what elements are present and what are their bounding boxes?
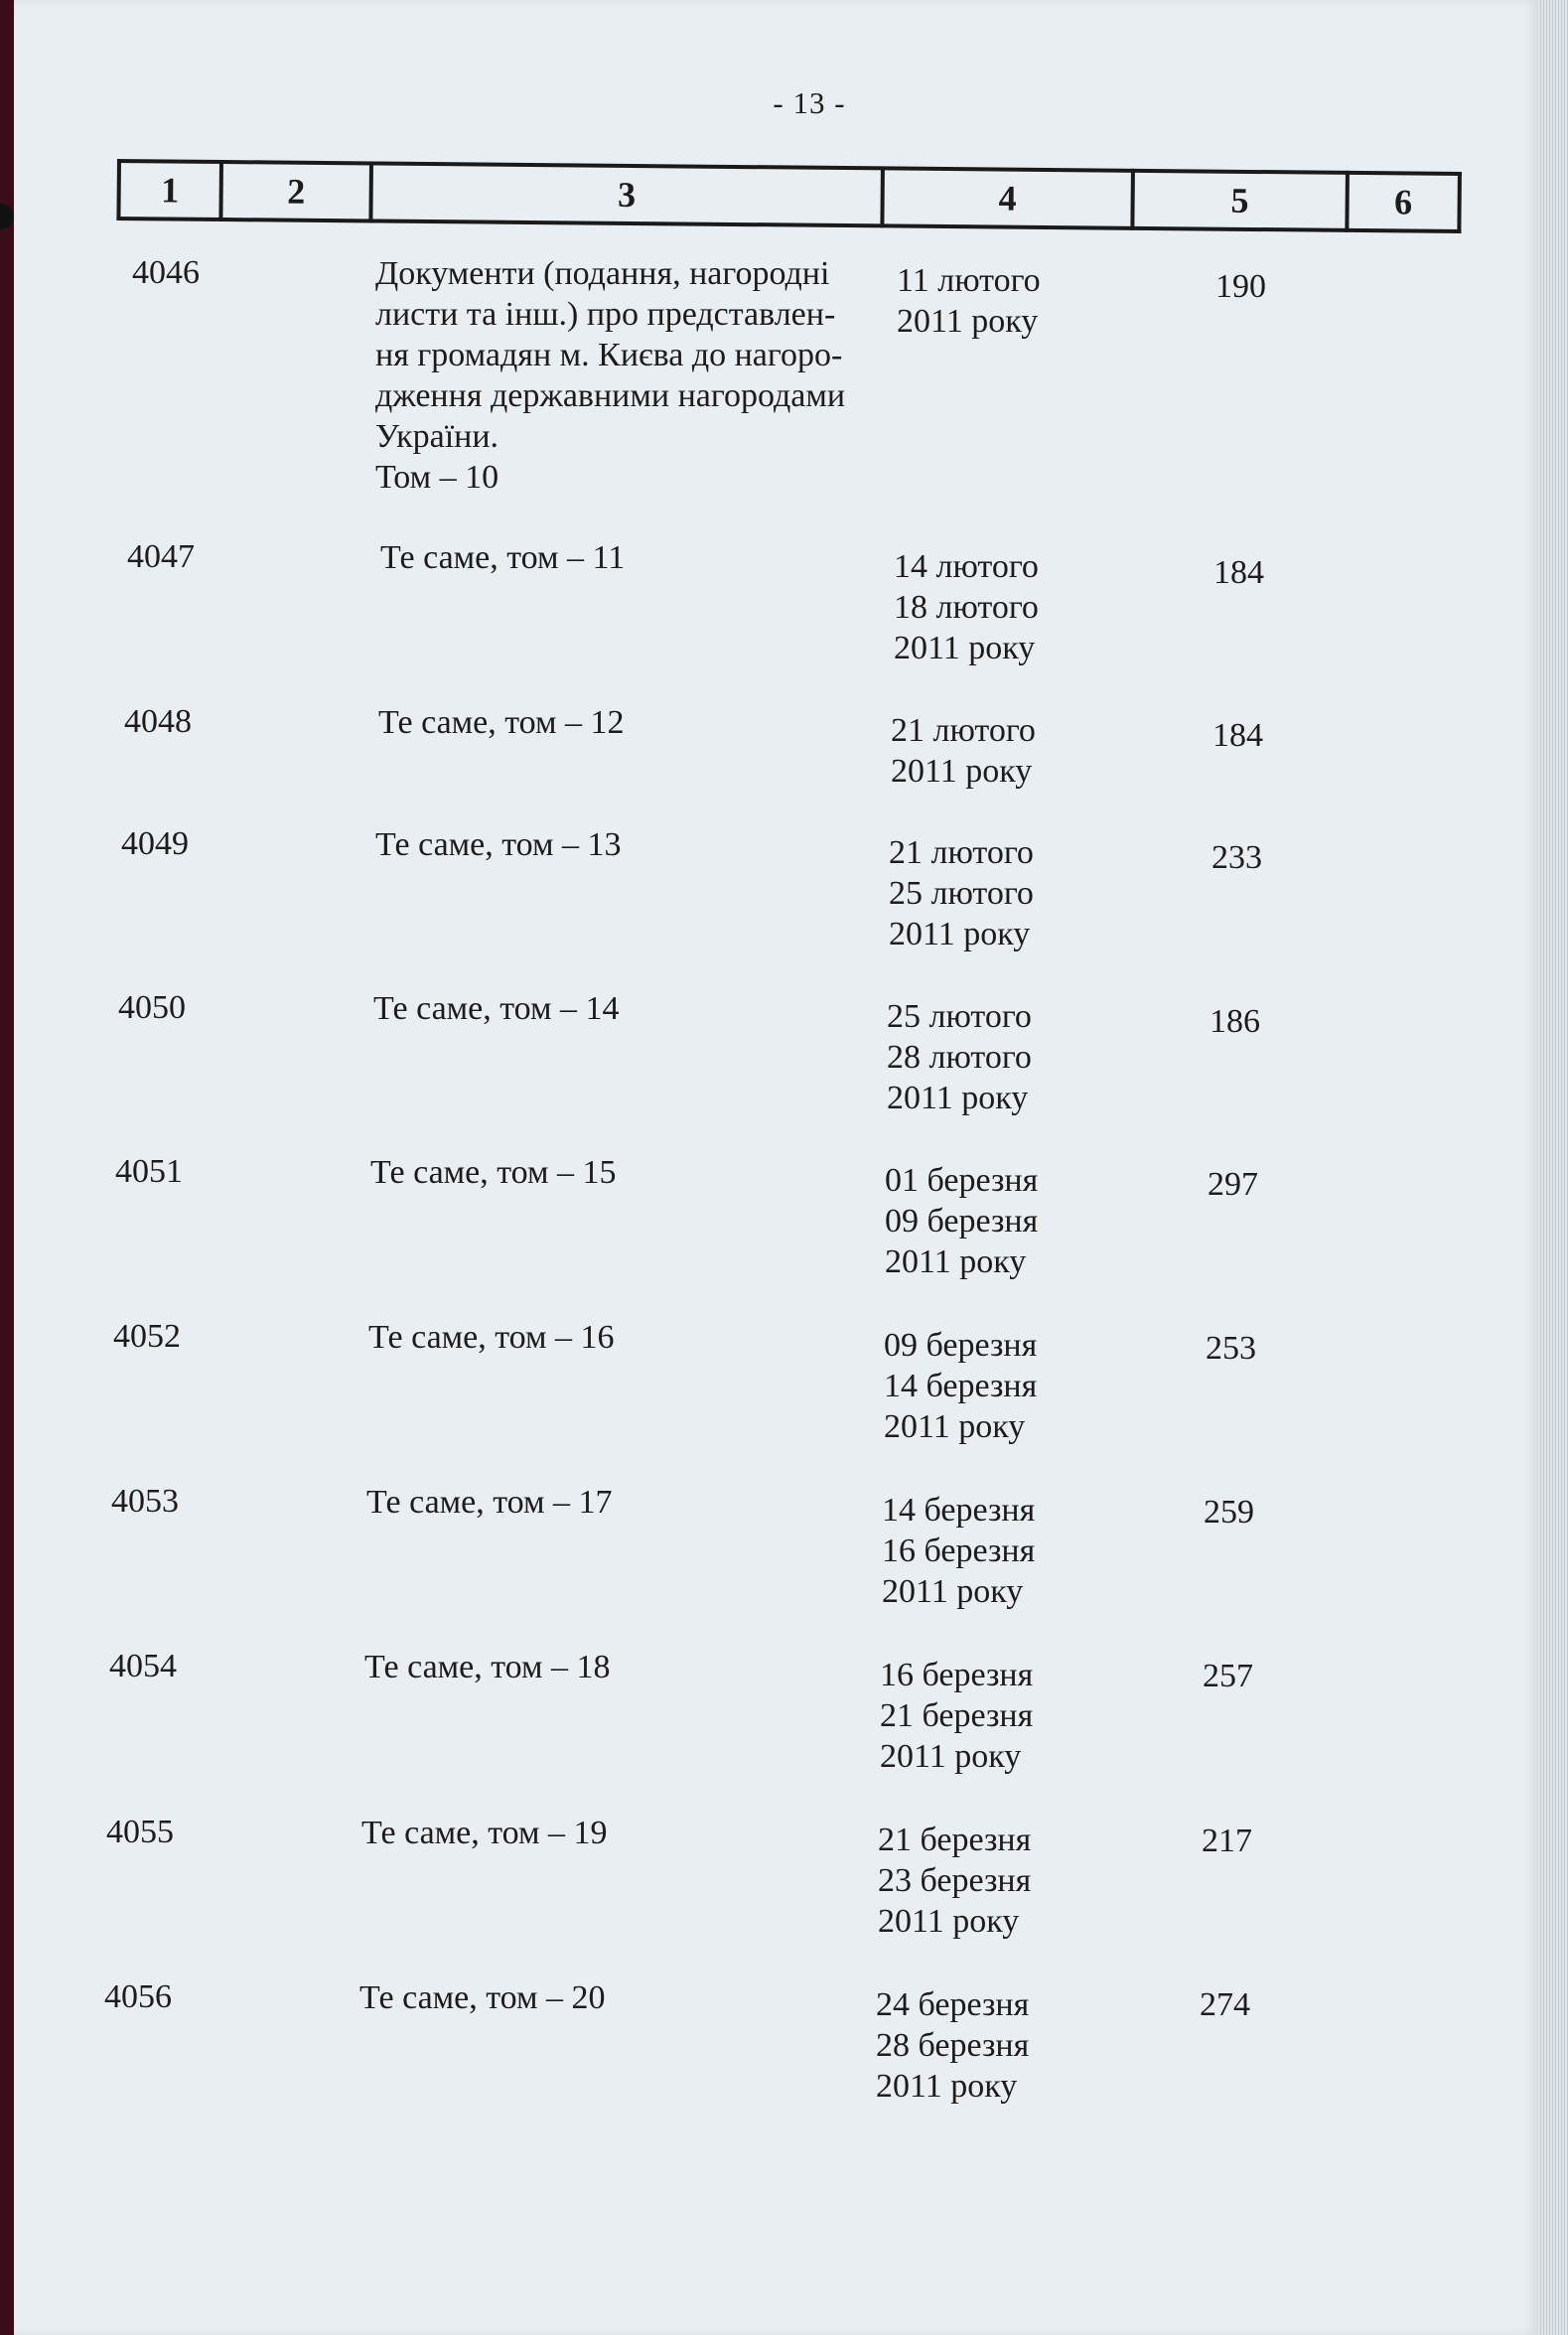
description-line: України. [375,418,499,455]
row-dates [884,1325,1102,1447]
page-number: - 13 - [773,85,846,120]
date-line: 2011 року [889,916,1031,952]
row-description [366,1482,883,1523]
date-line: 2011 року [897,303,1039,340]
row-number: 4051 [115,1153,183,1190]
row-number: 4046 [132,254,200,291]
row-sheet-count: 274 [1200,1986,1250,2023]
date-line: 21 лютого [889,834,1034,871]
row-dates [882,1490,1100,1612]
row-dates [876,1984,1094,2107]
date-line: 2011 року [885,1243,1027,1280]
row-description [361,1813,878,1853]
column-header-3: 3 [370,163,883,225]
description-line: Те саме, том – 17 [366,1484,613,1521]
row-number: 4053 [111,1483,179,1520]
date-line: 2011 року [891,753,1033,790]
description-line: Те саме, том – 19 [361,1815,608,1851]
row-number: 4055 [106,1814,174,1850]
row-sheet-count: 257 [1203,1658,1253,1694]
row-sheet-count: 253 [1206,1330,1256,1367]
date-line: 09 березня [884,1327,1038,1364]
date-line: 21 березня [880,1697,1034,1734]
description-line: Том – 10 [375,459,499,496]
row-sheet-count: 184 [1212,717,1263,754]
description-line: Те саме, том – 12 [378,704,625,741]
row-number: 4056 [104,1978,172,2015]
row-description [364,1647,881,1687]
row-dates [887,996,1105,1118]
date-line: 23 березня [878,1862,1032,1899]
row-description [359,1977,876,2018]
date-line: 11 лютого [897,262,1041,299]
row-description [380,537,897,578]
date-line: 14 березня [884,1368,1038,1404]
date-line: 16 березня [880,1657,1034,1693]
date-line: 01 березня [885,1162,1039,1199]
description-line: Те саме, том – 14 [373,990,620,1027]
row-dates [897,260,1115,342]
date-line: 14 лютого [894,548,1039,585]
date-line: 28 березня [876,2027,1030,2064]
date-line: 2011 року [882,1573,1024,1610]
row-sheet-count: 297 [1208,1166,1258,1203]
row-number: 4047 [127,538,195,575]
row-dates [891,710,1109,792]
column-header-6: 6 [1347,173,1460,231]
row-sheet-count: 190 [1215,268,1266,305]
row-description [378,702,895,743]
column-header-2: 2 [221,162,371,220]
date-line: 2011 року [880,1738,1022,1775]
description-line: Те саме, том – 20 [359,1979,606,2016]
row-dates [885,1160,1103,1282]
column-header-1: 1 [118,161,221,219]
description-line: дження державними нагородами [375,377,846,414]
date-line: 16 березня [882,1532,1036,1569]
date-line: 21 березня [878,1822,1032,1858]
date-line: 14 березня [882,1492,1036,1529]
row-number: 4054 [109,1648,177,1684]
date-line: 25 лютого [889,875,1034,912]
date-line: 24 березня [876,1986,1030,2023]
column-header-5: 5 [1132,171,1348,230]
row-sheet-count: 233 [1212,839,1262,876]
description-line: листи та інш.) про представлен- [375,296,836,333]
row-sheet-count: 217 [1202,1823,1252,1859]
description-line: Те саме, том – 16 [368,1319,615,1356]
column-header-4: 4 [882,168,1132,227]
row-number: 4050 [118,989,186,1026]
date-line: 2011 року [878,1903,1020,1940]
date-line: 09 березня [885,1203,1039,1240]
date-line: 21 лютого [891,712,1036,749]
date-line: 2011 року [887,1080,1029,1116]
row-number: 4049 [121,825,189,862]
row-dates [880,1655,1098,1777]
date-line: 2011 року [884,1408,1026,1445]
row-dates [889,832,1107,954]
date-line: 25 лютого [887,998,1032,1035]
description-line: Те саме, том – 15 [370,1154,617,1191]
row-sheet-count: 184 [1213,554,1264,591]
description-line: Те саме, том – 11 [380,539,626,576]
row-sheet-count: 259 [1204,1494,1254,1531]
description-line: ня громадян м. Києва до нагоро- [375,337,843,373]
row-description [370,1152,887,1193]
description-line: Те саме, том – 18 [364,1649,611,1685]
row-number: 4052 [113,1318,181,1355]
description-line: Документи (подання, нагородні [375,255,830,292]
row-dates [894,546,1112,668]
date-line: 2011 року [894,630,1036,666]
row-number: 4048 [124,703,192,740]
row-description [375,824,892,865]
row-description [373,988,890,1029]
description-line: Те саме, том – 13 [375,826,622,863]
date-line: 28 лютого [887,1039,1032,1076]
row-sheet-count: 186 [1210,1003,1260,1040]
date-line: 18 лютого [894,589,1039,626]
date-line: 2011 року [876,2068,1018,2105]
row-description [368,1317,885,1358]
row-description [375,253,892,498]
row-dates [878,1820,1096,1942]
